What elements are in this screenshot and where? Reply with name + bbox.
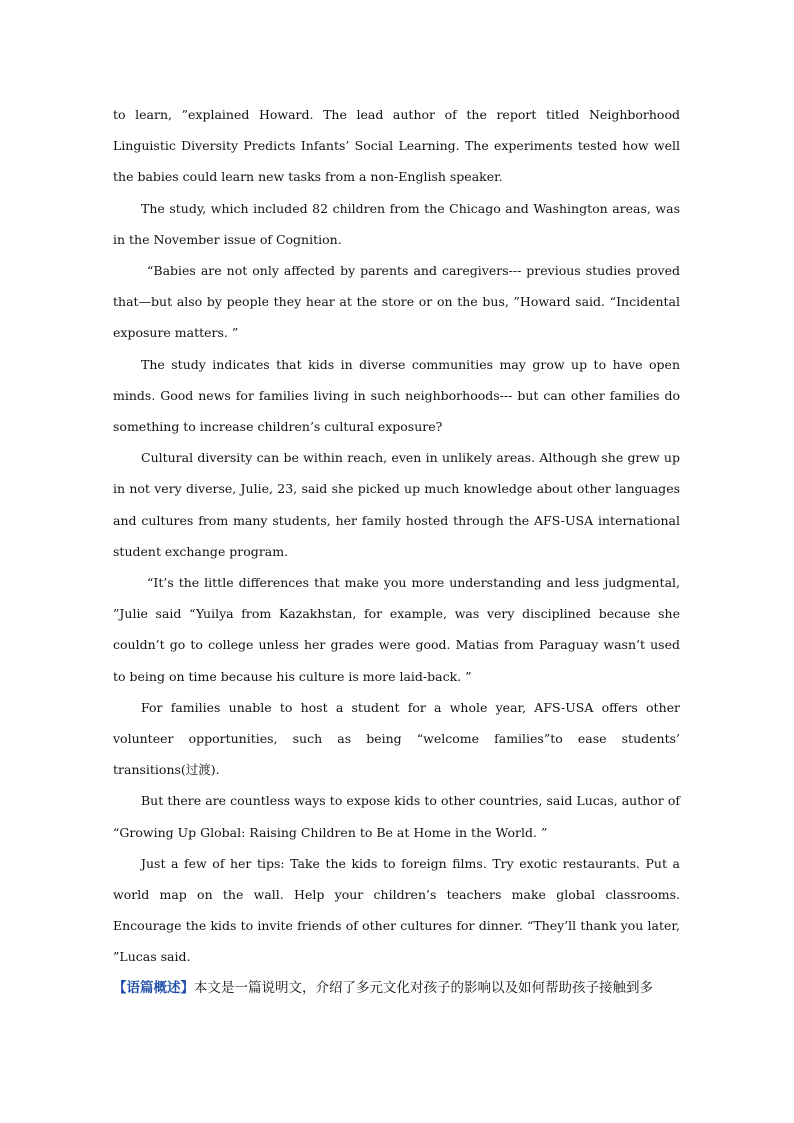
- paragraph-4: The study indicates that kids in diverse communities may grow up to have open minds. Good news for families living in such neighborhoods--- but can other families do something to increase children’s cultural exposure?: [113, 356, 680, 435]
- paragraph-1: to learn, ”explained Howard. The lead author of the report titled Neighborhood Linguistic Diversity Predicts Infants’ Social Learning. The experiments tested how well the babies could learn new tasks from a non-English speaker.: [113, 107, 680, 185]
- paragraph-2: The study, which included 82 children from the Chicago and Washington areas, was in the November issue of Cognition.: [113, 200, 680, 247]
- paragraph-6: “It’s the little differences that make you more understanding and less judgmental, ”Julie said “Yuilya from Kazakhstan, for example, was very disciplined because she couldn’t go to college unless her grades were good. Matias from Paraguay wasn’t used to being on time because his culture is more laid-back. ”: [113, 575, 680, 684]
- summary-text: 本文是一篇说明文，介绍了多元文化对孩子的影响以及如何帮助孩子接触到多: [194, 979, 653, 996]
- summary-tag: 【语篇概述】: [113, 979, 194, 996]
- paragraph-9: Just a few of her tips: Take the kids to foreign films. Try exotic restaurants. Put a world map on the wall. Help your children’s teachers make global classrooms. Encourage the kids to invite friends of other cultures for dinner. “They’ll thank you later, ”Lucas said.: [113, 855, 680, 965]
- passage-summary: [113, 973, 680, 1004]
- paragraph-7: For families unable to host a student for a whole year, AFS-USA offers other volunteer opportunities, such as being “welcome families”to ease students’ transitions(过渡).: [113, 699, 680, 778]
- paragraph-8: But there are countless ways to expose kids to other countries, said Lucas, author of “Growing Up Global: Raising Children to Be at Home in the World. ”: [113, 793, 680, 840]
- paragraph-5: Cultural diversity can be within reach, even in unlikely areas. Although she grew up in not very diverse, Julie, 23, said she picked up much knowledge about other languages and cultures from many students, her family hosted through the AFS-USA international student exchange program.: [113, 450, 680, 559]
- document-body: [113, 99, 680, 1004]
- paragraph-3: “Babies are not only affected by parents and caregivers--- previous studies proved that—but also by people they hear at the store or on the bus, ”Howard said. “Incidental exposure matters. ”: [113, 263, 680, 341]
